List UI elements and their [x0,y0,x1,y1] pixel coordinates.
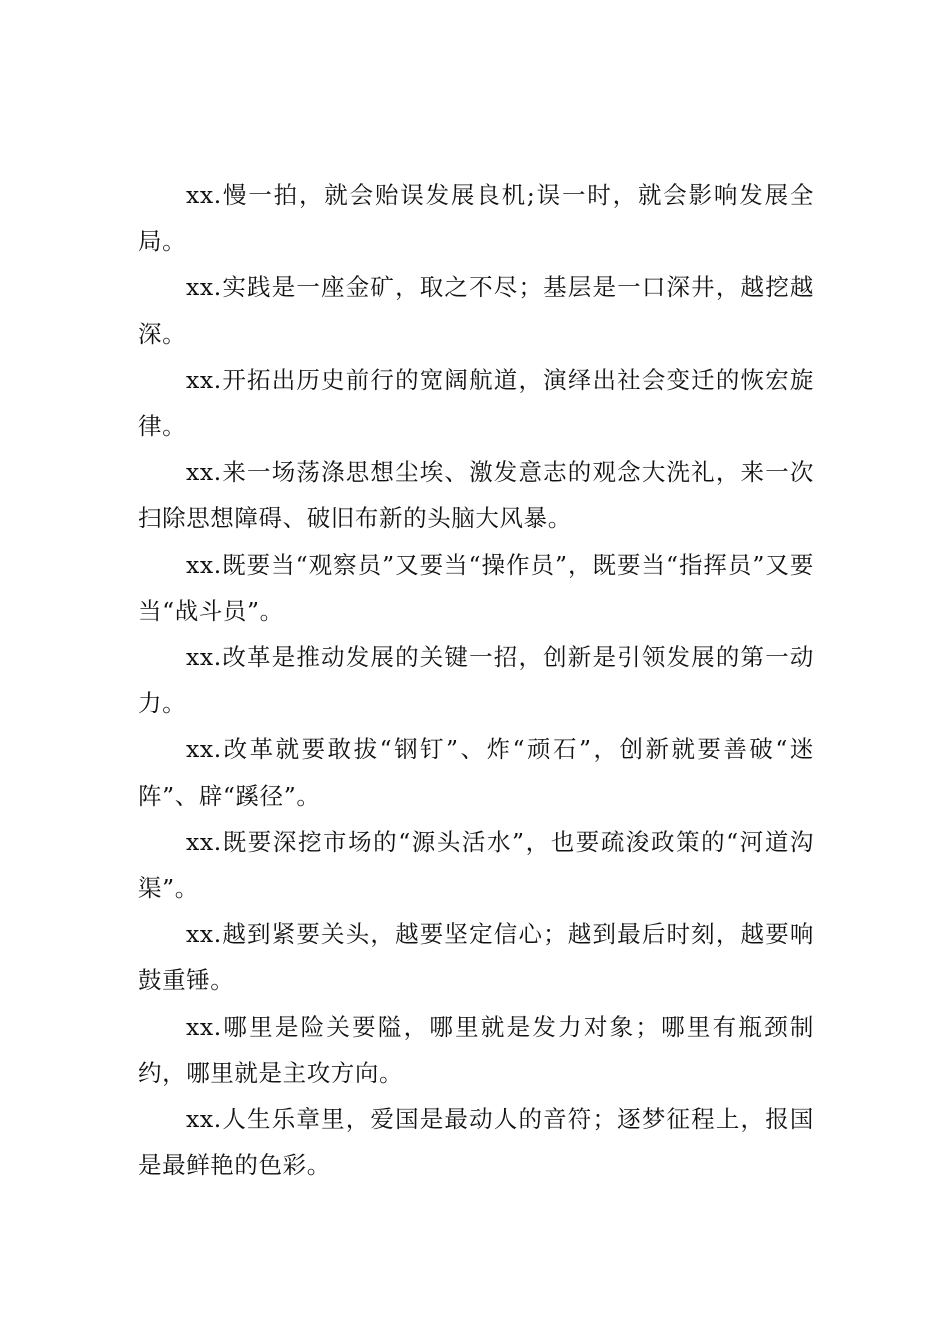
paragraph: xx.来一场荡涤思想尘埃、激发意志的观念大洗礼，来一次扫除思想障碍、破旧布新的头脑大风暴。 [138,458,814,533]
document-body [138,172,814,1188]
paragraph: xx.开拓出历史前行的宽阔航道，演绎出社会变迁的恢宏旋律。 [138,365,814,441]
paragraph: xx.人生乐章里，爱国是最动人的音符；逐梦征程上，报国是最鲜艳的色彩。 [138,1105,814,1180]
paragraph: xx.既要当“观察员”又要当“操作员”，既要当“指挥员”又要当“战斗员”。 [138,550,814,625]
paragraph: xx.哪里是险关要隘，哪里就是发力对象；哪里有瓶颈制约，哪里就是主攻方向。 [138,1012,814,1087]
paragraph: xx.慢一拍，就会贻误发展良机;误一时，就会影响发展全局。 [138,181,814,256]
paragraph: xx.既要深挖市场的“源头活水”，也要疏浚政策的“河道沟渠”。 [138,827,814,903]
paragraph: xx.越到紧要关头，越要坚定信心；越到最后时刻，越要响鼓重锤。 [138,920,814,995]
paragraph: xx.实践是一座金矿，取之不尽；基层是一口深井，越挖越深。 [138,273,814,348]
paragraph: xx.改革是推动发展的关键一招，创新是引领发展的第一动力。 [138,643,814,718]
paragraph: xx.改革就要敢拔“钢钉”、炸“顽石”，创新就要善破“迷阵”、辟“蹊径”。 [138,735,814,810]
